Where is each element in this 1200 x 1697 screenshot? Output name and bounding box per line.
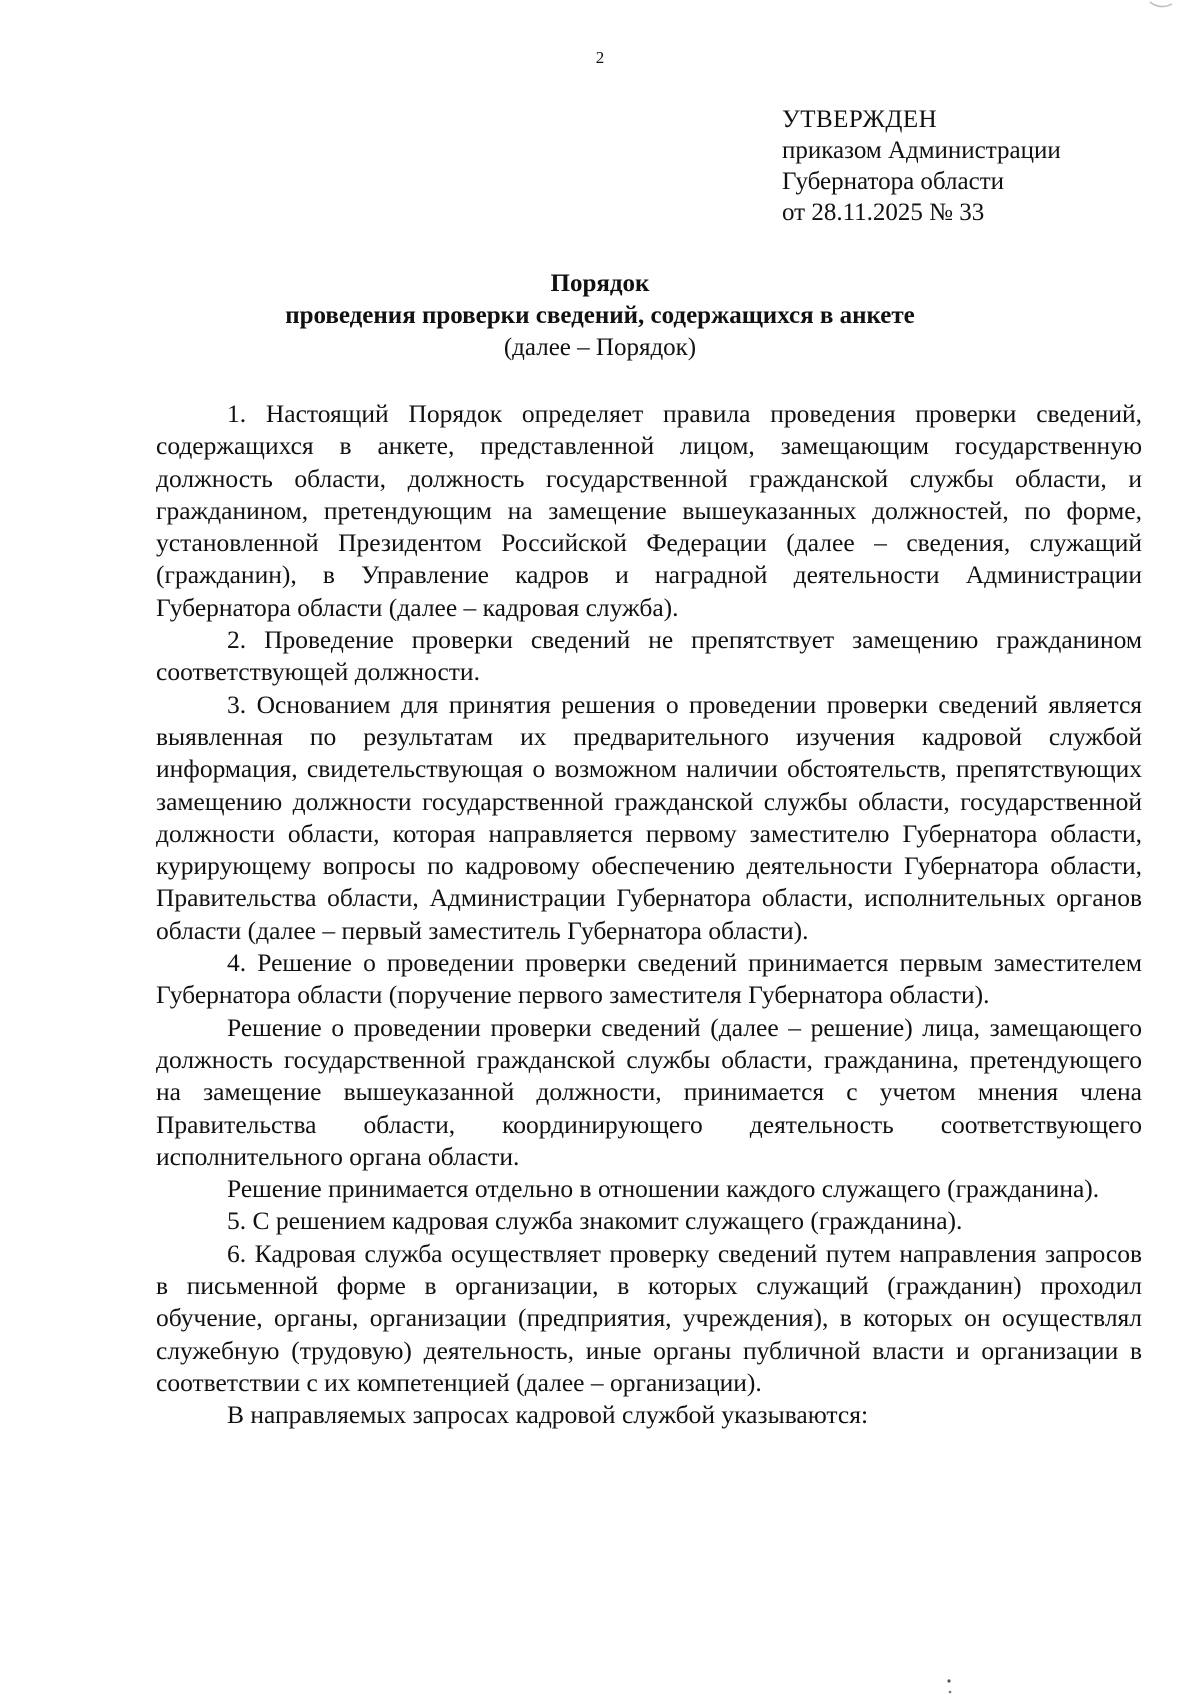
scan-dot [947,1679,950,1682]
page-number: 2 [595,48,605,67]
approval-line-governor: Губернатора области [782,168,1004,195]
paragraph-4: 4. Решение о проведении проверки сведений принимается первым заместителем Губернатора области (поручение первого заместителя Губернатора области). [156,948,1142,1010]
paragraph-1: 1. Настоящий Порядок определяет правила проведения проверки сведений, содержащихся в анкете, представленной лицом, замещающим государственную должность области, должность государственной гражданской службы области, и гражданином, претендующим на замещение вышеуказанных должностей, по форме, установленной Президентом Российской Федерации (далее – сведения, служащий (гражданин), в Управление кадров и наградной деятельности Администрации Губернатора области (далее – кадровая служба). [156,399,1142,622]
approval-line-date: от 28.11.2025 № 33 [782,199,985,226]
paragraph-2: 2. Проведение проверки сведений не препятствует замещению гражданином соответствующей должности. [156,625,1142,687]
paragraph-4-separately: Решение принимается отдельно в отношении каждого служащего (гражданина). [227,1174,1100,1204]
approval-title: УТВЕРЖДЕН [782,106,938,133]
paragraph-6-requests: В направляемых запросах кадровой службой указываются: [227,1400,869,1430]
document-heading [0,268,1200,364]
document-title: Порядок [550,270,650,297]
scan-dot [949,1691,952,1694]
paragraph-3: 3. Основанием для принятия решения о проведении проверки сведений является выявленная по результатам их предварительного изучения кадровой службой информация, свидетельствующая о возможном наличии обстоятельств, препятствующих замещению должности государственной гражданской службы области, государственной должности области, которая направляется первому заместителю Губернатора области, курирующему вопросы по кадровому обеспечению деятельности Губернатора области, Правительства области, Администрации Губернатора области, исполнительных органов области (далее – первый заместитель Губернатора области). [156,689,1142,945]
paragraph-6: 6. Кадровая служба осуществляет проверку сведений путем направления запросов в письменной форме в организации, в которых служащий (гражданин) проходил обучение, органы, организации (предприятия, учреждения), в которых он осуществлял служебную (трудовую) деятельность, иные органы публичной власти и организации в соответствии с их компетенцией (далее – организации). [156,1238,1142,1397]
approval-stamp-block [782,104,1061,228]
document-body [156,398,1142,1432]
document-heading-note: (далее – Порядок) [503,334,697,361]
corner-scan-mark [1150,2,1172,7]
paragraph-5: 5. С решением кадровая служба знакомит служащего (гражданина). [227,1206,963,1236]
paragraph-4-decision: Решение о проведении проверки сведений (далее – решение) лица, замещающего должность государственной гражданской службы области, гражданина, претендующего на замещение вышеуказанной должности, принимается с учетом мнения члена Правительства области, координирующего деятельность соответствующего исполнительного органа области. [156,1012,1142,1171]
document-subtitle: проведения проверки сведений, содержащихся в анкете [285,302,915,329]
approval-line-order: приказом Администрации [782,137,1061,164]
